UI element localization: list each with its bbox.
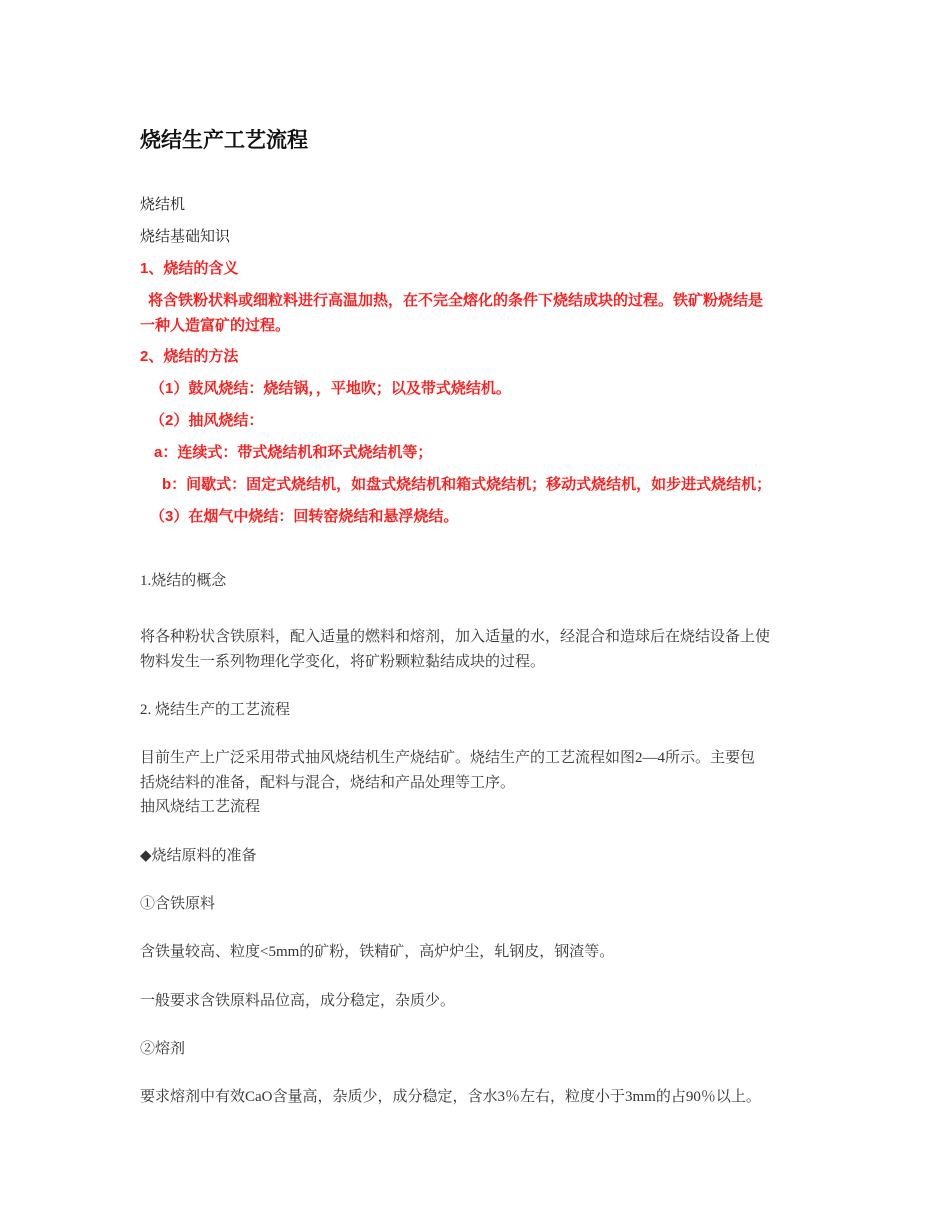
paragraph-iron-requirements: 一般要求含铁原料品位高，成分稳定，杂质少。 [140, 993, 456, 1009]
label-basic-knowledge: 烧结基础知识 [140, 228, 231, 245]
section-heading-process: 2. 烧结生产的工艺流程 [140, 702, 291, 718]
page-title: 烧结生产工艺流程 [140, 129, 308, 152]
paragraph-concept-line-1: 将各种粉状含铁原料，配入适量的燃料和熔剂，加入适量的水，经混合和造球后在烧结设备上使 [140, 629, 771, 645]
red-item-suction-sintering: （2）抽风烧结： [150, 412, 264, 429]
subheading-iron-materials: ①含铁原料 [140, 896, 216, 912]
section-heading-concept: 1.烧结的概念 [140, 573, 227, 589]
label-sintering-machine: 烧结机 [140, 196, 186, 213]
red-item-intermittent: b：间歇式：固定式烧结机，如盘式烧结机和箱式烧结机；移动式烧结机，如步进式烧结机； [162, 476, 772, 493]
section-heading-raw-materials: ◆烧结原料的准备 [140, 848, 257, 864]
paragraph-concept-line-2: 物料发生一系列物理化学变化，将矿粉颗粒黏结成块的过程。 [140, 654, 546, 670]
paragraph-iron-materials: 含铁量较高、粒度<5mm的矿粉，铁精矿，高炉炉尘，轧钢皮，钢渣等。 [140, 944, 615, 960]
paragraph-process-line-2: 括烧结料的准备，配料与混合，烧结和产品处理等工序。 [140, 775, 516, 791]
red-heading-meaning: 1、烧结的含义 [140, 260, 239, 277]
subheading-flux: ②熔剂 [140, 1041, 186, 1057]
red-item-flue-gas: （3）在烟气中烧结：回转窑烧结和悬浮烧结。 [150, 508, 459, 525]
red-heading-methods: 2、烧结的方法 [140, 348, 239, 365]
paragraph-process-line-1: 目前生产上广泛采用带式抽风烧结机生产烧结矿。烧结生产的工艺流程如图2—4所示。主要包 [140, 750, 756, 766]
paragraph-process-line-3: 抽风烧结工艺流程 [140, 799, 261, 815]
paragraph-flux-requirements: 要求熔剂中有效CaO含量高，杂质少，成分稳定，含水3％左右，粒度小于3mm的占90％以上。 [140, 1089, 761, 1105]
red-paragraph-line-2: 一种人造富矿的过程。 [140, 317, 291, 334]
red-paragraph-line-1: 将含铁粉状料或细粒料进行高温加热，在不完全熔化的条件下烧结成块的过程。铁矿粉烧结是 [148, 292, 764, 309]
red-item-continuous: a：连续式：带式烧结机和环式烧结机等； [154, 444, 433, 461]
red-item-blast-sintering: （1）鼓风烧结：烧结锅，，平地吹；以及带式烧结机。 [150, 380, 511, 397]
